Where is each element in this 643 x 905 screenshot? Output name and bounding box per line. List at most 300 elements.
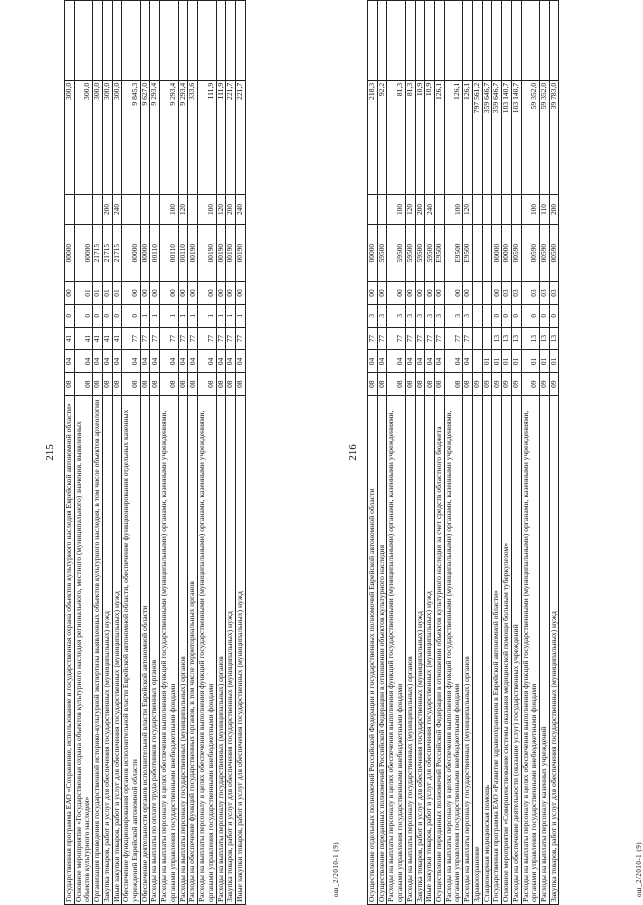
activity-code: 00 [415, 282, 425, 305]
empty-cell [140, 1, 150, 81]
subprogram-code: 3 [405, 304, 415, 327]
empty-cell [472, 1, 482, 81]
row-name: Расходы на выплаты персоналу государственных (муниципальных) органов [178, 396, 188, 905]
section-code: 08 [150, 373, 160, 396]
subprogram-code: 1 [160, 304, 178, 327]
activity-code: 00 [405, 282, 415, 305]
row-name: Основное мероприятие «Государственная охрана объектов культурного наследия регионального, местного (муниципального) значения, выявленных объектов культурного наследия» [74, 396, 92, 905]
direction-code: 00190 [198, 225, 216, 282]
subsection-code: 04 [112, 350, 122, 373]
empty-cell [102, 1, 112, 81]
empty-cell [387, 1, 405, 81]
program-code: 41 [74, 327, 92, 350]
subprogram-code [472, 304, 482, 327]
empty-cell [160, 1, 178, 81]
row-name: Закупка товаров, работ и услуг для обеспечения государственных (муниципальных) нужд [415, 396, 425, 905]
row-name: Организация проведения государственной историко-культурной экспертизы выявленных объектов культурного наследия, в том числе объектов археологии [93, 396, 103, 905]
activity-code: 00 [235, 282, 245, 305]
program-code: 77 [150, 327, 160, 350]
expense-type-code [511, 194, 521, 224]
program-code: 13 [502, 327, 512, 350]
direction-code: 21715 [102, 225, 112, 282]
program-code: 13 [492, 327, 502, 350]
table-row [444, 1, 462, 905]
subprogram-code: 3 [425, 304, 435, 327]
subprogram-code: 0 [511, 304, 521, 327]
section-code: 08 [463, 373, 473, 396]
section-code: 08 [216, 373, 226, 396]
expense-type-code [122, 194, 140, 224]
subsection-code: 04 [150, 350, 160, 373]
expense-type-code [140, 194, 150, 224]
section-code: 08 [235, 373, 245, 396]
expense-type-code: 120 [463, 194, 473, 224]
empty-cell [235, 1, 245, 81]
row-name: Расходы на выплаты персоналу в целях обеспечения выполнения функций государственными (муниципальными) органами, казенными учреждениями, органами управления государственными внебюджетными фондами [521, 396, 539, 905]
subprogram-code: 0 [539, 304, 549, 327]
direction-code: 00590 [511, 225, 521, 282]
empty-cell [539, 1, 549, 81]
table-row [74, 1, 92, 905]
section-code: 08 [444, 373, 462, 396]
amount: 333,6 [188, 80, 198, 194]
direction-code: Е9500 [444, 225, 462, 282]
row-name: Расходы на обеспечение функций государственных органов, в том числе территориальных органов [188, 396, 198, 905]
program-code: 77 [415, 327, 425, 350]
amount: 221,7 [235, 80, 245, 194]
direction-code: 00000 [65, 225, 75, 282]
empty-cell [511, 1, 521, 81]
section-code: 08 [112, 373, 122, 396]
expense-type-code: 120 [178, 194, 188, 224]
empty-cell [93, 1, 103, 81]
direction-code: Е9500 [435, 225, 445, 282]
row-name: Обеспечение функционирования органов исполнительной власти Еврейской автономной области, обеспечение функционирования отдельных казенных учреждений Еврейской автономной области [122, 396, 140, 905]
row-name: Осуществление переданных полномочий Российской Федерации в отношении объектов культурного наследия за счет средств областного бюджета [435, 396, 445, 905]
activity-code [472, 282, 482, 305]
program-code: 77 [425, 327, 435, 350]
subprogram-code: 0 [122, 304, 140, 327]
subsection-code: 01 [492, 350, 502, 373]
subprogram-code: 0 [492, 304, 502, 327]
empty-cell [549, 1, 559, 81]
page-number: 216 [347, 444, 359, 461]
empty-cell [188, 1, 198, 81]
amount: 221,7 [226, 80, 236, 194]
row-name: Иные закупки товаров, работ и услуг для обеспечения государственных (муниципальных) нужд [425, 396, 435, 905]
table-row [387, 1, 405, 905]
subsection-code: 04 [368, 350, 378, 373]
program-code: 77 [216, 327, 226, 350]
subsection-code: 04 [405, 350, 415, 373]
subsection-code: 04 [425, 350, 435, 373]
subprogram-code: 1 [140, 304, 150, 327]
subsection-code: 04 [93, 350, 103, 373]
table-row [160, 1, 178, 905]
table-row [472, 1, 482, 905]
direction-code: 00000 [74, 225, 92, 282]
subprogram-code: 1 [150, 304, 160, 327]
expense-type-code [492, 194, 502, 224]
amount: 300,0 [112, 80, 122, 194]
activity-code: 01 [74, 282, 92, 305]
expense-type-code [377, 194, 387, 224]
empty-cell [482, 1, 492, 81]
empty-cell [444, 1, 462, 81]
program-code: 41 [112, 327, 122, 350]
empty-cell [425, 1, 435, 81]
section-code: 08 [102, 373, 112, 396]
expense-type-code [502, 194, 512, 224]
expense-type-code: 100 [160, 194, 178, 224]
amount: 359 646,7 [482, 80, 492, 194]
direction-code: 59500 [415, 225, 425, 282]
program-code: 41 [102, 327, 112, 350]
empty-cell [150, 1, 160, 81]
expense-type-code [150, 194, 160, 224]
section-code: 08 [74, 373, 92, 396]
program-code [472, 327, 482, 350]
subsection-code: 01 [539, 350, 549, 373]
expense-type-code [65, 194, 75, 224]
activity-code: 03 [539, 282, 549, 305]
subprogram-code: 0 [502, 304, 512, 327]
program-code: 77 [463, 327, 473, 350]
expense-type-code: 200 [102, 194, 112, 224]
direction-code: 59500 [377, 225, 387, 282]
subsection-code: 04 [140, 350, 150, 373]
empty-cell [463, 1, 473, 81]
subprogram-code: 3 [377, 304, 387, 327]
subprogram-code: 3 [444, 304, 462, 327]
section-code: 09 [511, 373, 521, 396]
expense-type-code: 100 [444, 194, 462, 224]
empty-cell [435, 1, 445, 81]
subsection-code: 04 [216, 350, 226, 373]
expense-type-code: 240 [425, 194, 435, 224]
row-name: Государственная программа ЕАО «Развитие здравоохранения в Еврейской автономной области» [492, 396, 502, 905]
activity-code: 03 [521, 282, 539, 305]
amount: 9 293,4 [178, 80, 188, 194]
direction-code: 00000 [140, 225, 150, 282]
table-row [463, 1, 473, 905]
subsection-code: 01 [511, 350, 521, 373]
program-code: 41 [65, 327, 75, 350]
empty-cell [216, 1, 226, 81]
program-code: 77 [122, 327, 140, 350]
program-code: 13 [539, 327, 549, 350]
expense-type-code [93, 194, 103, 224]
direction-code: Е9500 [463, 225, 473, 282]
amount: 59 352,0 [521, 80, 539, 194]
row-name: Расходы на обеспечение деятельности (оказание услуг) государственных учреждений [511, 396, 521, 905]
subsection-code: 04 [226, 350, 236, 373]
row-name: Расходы на выплаты персоналу государственных (муниципальных) органов [463, 396, 473, 905]
direction-code: 00110 [178, 225, 188, 282]
direction-code: 21715 [112, 225, 122, 282]
program-code: 13 [549, 327, 559, 350]
activity-code: 00 [198, 282, 216, 305]
row-name: Расходы на выплаты персоналу государственных (муниципальных) органов [405, 396, 415, 905]
direction-code: 00590 [521, 225, 539, 282]
subsection-code: 01 [521, 350, 539, 373]
activity-code: 03 [511, 282, 521, 305]
subsection-code: 01 [482, 350, 492, 373]
section-code: 08 [387, 373, 405, 396]
expense-type-code: 100 [198, 194, 216, 224]
amount: 126,1 [463, 80, 473, 194]
section-code: 08 [415, 373, 425, 396]
table-row [198, 1, 216, 905]
section-code: 08 [377, 373, 387, 396]
activity-code: 01 [102, 282, 112, 305]
expense-type-code: 200 [226, 194, 236, 224]
subsection-code: 04 [160, 350, 178, 373]
program-code: 77 [160, 327, 178, 350]
program-code: 13 [511, 327, 521, 350]
expense-type-code [188, 194, 198, 224]
program-code: 13 [521, 327, 539, 350]
subsection-code: 04 [415, 350, 425, 373]
program-code: 77 [226, 327, 236, 350]
program-code: 77 [368, 327, 378, 350]
table-row [405, 1, 415, 905]
subsection-code: 04 [198, 350, 216, 373]
direction-code: 00190 [226, 225, 236, 282]
table-row [226, 1, 236, 905]
activity-code: 03 [549, 282, 559, 305]
amount: 300,0 [74, 80, 92, 194]
activity-code: 00 [65, 282, 75, 305]
amount: 9 845,3 [122, 80, 140, 194]
row-name: Основное мероприятие «Совершенствование системы оказания медицинской помощи больным туберкулезом» [502, 396, 512, 905]
row-name: Расходы на выплаты персоналу в целях обеспечения выполнения функций государственными (муниципальными) органами, казенными учреждениями, органами управления государственными внебюджетными фондами [160, 396, 178, 905]
amount: 126,1 [435, 80, 445, 194]
subsection-code: 04 [235, 350, 245, 373]
amount: 81,3 [405, 80, 415, 194]
section-code: 08 [198, 373, 216, 396]
expense-type-code: 240 [235, 194, 245, 224]
direction-code: 00110 [150, 225, 160, 282]
direction-code [482, 225, 492, 282]
empty-cell [377, 1, 387, 81]
section-code: 08 [140, 373, 150, 396]
activity-code: 00 [216, 282, 226, 305]
subsection-code: 04 [463, 350, 473, 373]
table-row [502, 1, 512, 905]
activity-code: 00 [150, 282, 160, 305]
empty-cell [405, 1, 415, 81]
subprogram-code: 3 [387, 304, 405, 327]
expense-type-code [482, 194, 492, 224]
direction-code: 59500 [425, 225, 435, 282]
subprogram-code: 3 [435, 304, 445, 327]
section-code: 08 [425, 373, 435, 396]
row-name: Расходы на выплаты персоналу государственных (муниципальных) органов [216, 396, 226, 905]
page-215 [44, 0, 340, 905]
subprogram-code: 1 [235, 304, 245, 327]
subsection-code: 04 [444, 350, 462, 373]
row-name: Иные закупки товаров, работ и услуг для обеспечения государственных (муниципальных) нужд [235, 396, 245, 905]
section-code: 08 [435, 373, 445, 396]
subprogram-code: 1 [178, 304, 188, 327]
activity-code: 00 [140, 282, 150, 305]
empty-cell [368, 1, 378, 81]
amount: 359 646,7 [492, 80, 502, 194]
table-row [368, 1, 378, 905]
budget-table [367, 0, 559, 905]
table-row [122, 1, 140, 905]
row-name: Закупка товаров, работ и услуг для обеспечения государственных (муниципальных) нужд [226, 396, 236, 905]
subprogram-code: 0 [74, 304, 92, 327]
activity-code: 00 [160, 282, 178, 305]
section-code: 09 [482, 373, 492, 396]
expense-type-code: 240 [112, 194, 122, 224]
direction-code: 00190 [216, 225, 226, 282]
direction-code: 00000 [502, 225, 512, 282]
subprogram-code [482, 304, 492, 327]
expense-type-code: 200 [415, 194, 425, 224]
empty-cell [65, 1, 75, 81]
subsection-code: 04 [65, 350, 75, 373]
activity-code: 00 [122, 282, 140, 305]
empty-cell [178, 1, 188, 81]
expense-type-code [435, 194, 445, 224]
activity-code [482, 282, 492, 305]
amount: 39 783,0 [549, 80, 559, 194]
amount: 92,2 [377, 80, 387, 194]
expense-type-code [74, 194, 92, 224]
subprogram-code: 1 [226, 304, 236, 327]
table-row [549, 1, 559, 905]
row-name: Закупка товаров, работ и услуг для обеспечения государственных (муниципальных) нужд [102, 396, 112, 905]
amount: 797 561,2 [472, 80, 482, 194]
amount: 103 140,7 [511, 80, 521, 194]
expense-type-code: 120 [216, 194, 226, 224]
program-code: 77 [235, 327, 245, 350]
empty-cell [415, 1, 425, 81]
subsection-code: 04 [377, 350, 387, 373]
empty-cell [74, 1, 92, 81]
row-name: Расходы на выплаты персоналу в целях обеспечения выполнения функций государственными (муниципальными) органами, казенными учреждениями, органами управления государственными внебюджетными фондами [444, 396, 462, 905]
amount: 59 352,0 [539, 80, 549, 194]
subprogram-code: 3 [368, 304, 378, 327]
direction-code: 00000 [368, 225, 378, 282]
table-row [511, 1, 521, 905]
row-name: Расходы на выплаты персоналу в целях обеспечения выполнения функций государственными (муниципальными) органами, казенными учреждениями, органами управления государственными внебюджетными фондами [387, 396, 405, 905]
program-code: 77 [387, 327, 405, 350]
activity-code: 00 [463, 282, 473, 305]
section-code: 08 [188, 373, 198, 396]
activity-code: 00 [444, 282, 462, 305]
section-code: 08 [65, 373, 75, 396]
direction-code [472, 225, 482, 282]
section-code: 08 [226, 373, 236, 396]
row-name: Осуществление отдельных полномочий Российской Федерации и государственных полномочий Еврейской автономной области [368, 396, 378, 905]
row-name: Обеспечение деятельности органов исполнительной власти Еврейской автономной области [140, 396, 150, 905]
section-code: 09 [472, 373, 482, 396]
program-code: 77 [140, 327, 150, 350]
program-code: 77 [188, 327, 198, 350]
section-code: 08 [160, 373, 178, 396]
amount: 10,9 [425, 80, 435, 194]
direction-code: 00000 [492, 225, 502, 282]
page-footer: ош_2/2010-1 (9) [635, 841, 643, 897]
direction-code: 00190 [188, 225, 198, 282]
expense-type-code [472, 194, 482, 224]
subprogram-code: 0 [521, 304, 539, 327]
activity-code: 00 [226, 282, 236, 305]
amount: 9 293,4 [150, 80, 160, 194]
row-name: Государственная программа ЕАО «Сохранение, использование и государственная охрана объектов культурного наследия Еврейской автономной области» [65, 396, 75, 905]
empty-cell [112, 1, 122, 81]
subprogram-code: 1 [216, 304, 226, 327]
amount: 9 627,0 [140, 80, 150, 194]
activity-code: 00 [377, 282, 387, 305]
direction-code: 59500 [405, 225, 415, 282]
subprogram-code: 1 [198, 304, 216, 327]
section-code: 09 [502, 373, 512, 396]
row-name: Расходы на выплаты персоналу в целях обеспечения выполнения функций государственными (муниципальными) органами, казенными учреждениями, органами управления государственными внебюджетными фондами [198, 396, 216, 905]
section-code: 08 [178, 373, 188, 396]
expense-type-code: 110 [539, 194, 549, 224]
subprogram-code: 3 [415, 304, 425, 327]
amount: 103 140,7 [502, 80, 512, 194]
activity-code: 00 [188, 282, 198, 305]
table-row [65, 1, 75, 905]
subsection-code: 04 [102, 350, 112, 373]
page-number: 215 [44, 444, 56, 461]
table-row [435, 1, 445, 905]
amount: 111,9 [216, 80, 226, 194]
subsection-code: 04 [74, 350, 92, 373]
direction-code: 00190 [235, 225, 245, 282]
subprogram-code: 3 [463, 304, 473, 327]
subsection-code: 01 [502, 350, 512, 373]
subsection-code: 04 [188, 350, 198, 373]
section-code: 08 [93, 373, 103, 396]
empty-cell [492, 1, 502, 81]
program-code: 41 [93, 327, 103, 350]
table-row [235, 1, 245, 905]
subsection-code: 04 [122, 350, 140, 373]
amount: 300,0 [93, 80, 103, 194]
activity-code: 01 [112, 282, 122, 305]
direction-code: 00000 [122, 225, 140, 282]
program-code: 77 [435, 327, 445, 350]
direction-code: 59500 [387, 225, 405, 282]
program-code [482, 327, 492, 350]
direction-code: 00590 [539, 225, 549, 282]
activity-code: 00 [387, 282, 405, 305]
row-name: Осуществление переданных полномочий Российской Федерации в отношении объектов культурного наследия [377, 396, 387, 905]
empty-cell [122, 1, 140, 81]
section-code: 09 [492, 373, 502, 396]
empty-cell [226, 1, 236, 81]
subprogram-code: 0 [93, 304, 103, 327]
subprogram-code: 0 [102, 304, 112, 327]
subprogram-code: 0 [65, 304, 75, 327]
program-code: 77 [377, 327, 387, 350]
activity-code: 00 [435, 282, 445, 305]
subsection-code: 04 [435, 350, 445, 373]
subprogram-code: 1 [188, 304, 198, 327]
section-code: 09 [549, 373, 559, 396]
row-name: Здравоохранение [472, 396, 482, 905]
section-code: 08 [405, 373, 415, 396]
subsection-code: 04 [178, 350, 188, 373]
direction-code: 00110 [160, 225, 178, 282]
